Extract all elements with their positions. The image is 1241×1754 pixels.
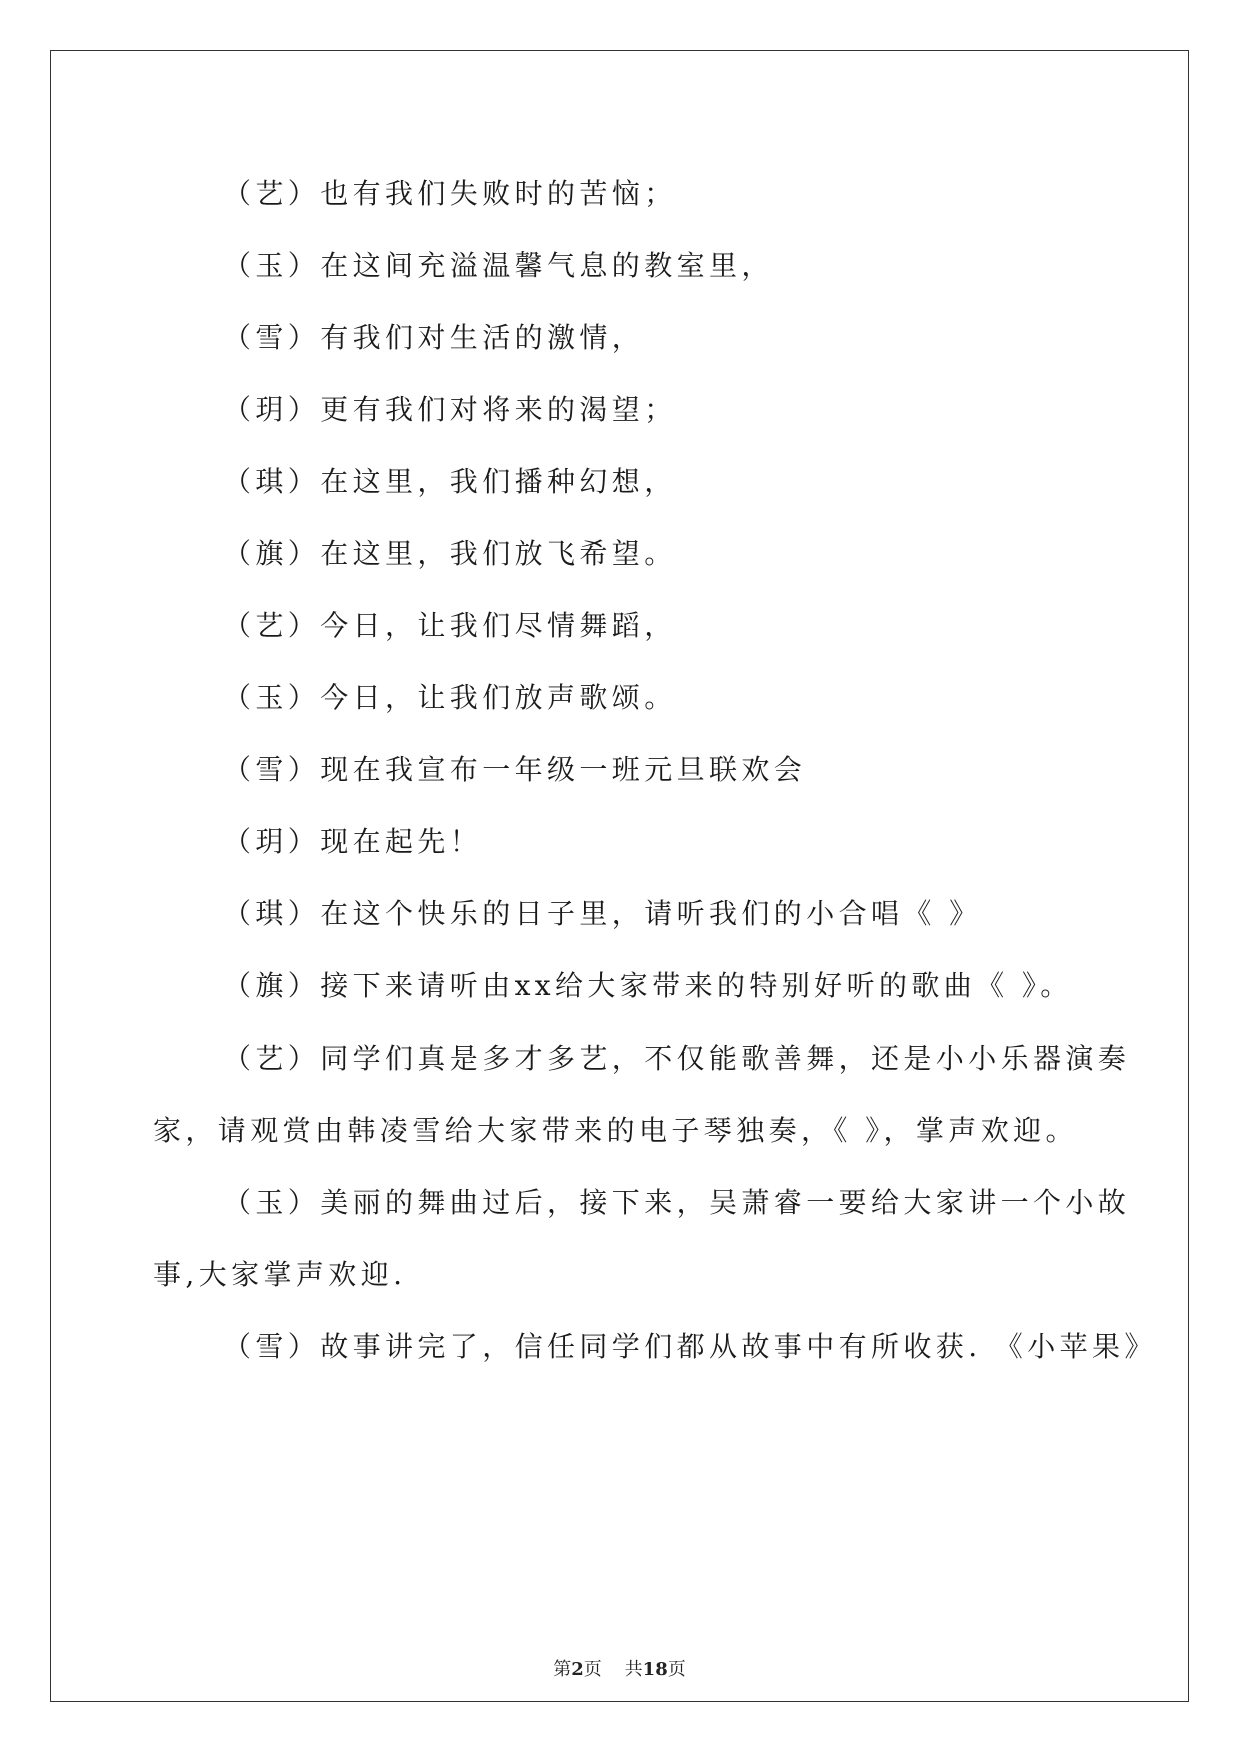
text-line: （雪）有我们对生活的激情， (223, 321, 645, 354)
page-footer (51, 1659, 1188, 1681)
text-line: （玥）现在起先！ (223, 825, 483, 858)
footer-prefix: 第 (553, 1659, 572, 1680)
text-line: （玉）在这间充溢温馨气息的教室里， (223, 249, 774, 282)
text-line: （琪）在这里，我们播种幻想， (223, 465, 677, 498)
footer-page-suffix: 页 (583, 1659, 602, 1680)
text-line: （玉）今日，让我们放声歌颂。 (223, 681, 677, 714)
text-line: （玉）美丽的舞曲过后，接下来，吴萧睿一要给大家讲一个小故 (223, 1186, 1131, 1219)
text-line: （雪）现在我宣布一年级一班元旦联欢会 (223, 753, 807, 786)
footer-total-suffix: 页 (667, 1659, 686, 1680)
footer-total-prefix: 共 (624, 1659, 643, 1680)
text-line: （艺）同学们真是多才多艺，不仅能歌善舞，还是小小乐器演奏 (223, 1042, 1131, 1075)
text-line: （旗）在这里，我们放飞希望。 (223, 537, 677, 570)
page-frame (50, 50, 1189, 1702)
text-line: （琪）在这个快乐的日子里，请听我们的小合唱《 》 (223, 897, 982, 930)
text-line: （雪）故事讲完了，信任同学们都从故事中有所收获. 《小苹果》 (223, 1330, 1157, 1363)
text-line: （艺）今日，让我们尽情舞蹈， (223, 609, 677, 642)
text-line: （旗）接下来请听由xx给大家带来的特别好听的歌曲《 》。 (223, 969, 1073, 1002)
text-line: 事,大家掌声欢迎. (153, 1258, 407, 1291)
footer-page-number: 2 (571, 1659, 584, 1680)
text-line: （艺）也有我们失败时的苦恼； (223, 177, 677, 210)
text-line: （玥）更有我们对将来的渴望； (223, 393, 677, 426)
footer-total-pages: 18 (642, 1659, 668, 1680)
text-line: 家，请观赏由韩凌雪给大家带来的电子琴独奏，《 》，掌声欢迎。 (153, 1114, 1078, 1147)
